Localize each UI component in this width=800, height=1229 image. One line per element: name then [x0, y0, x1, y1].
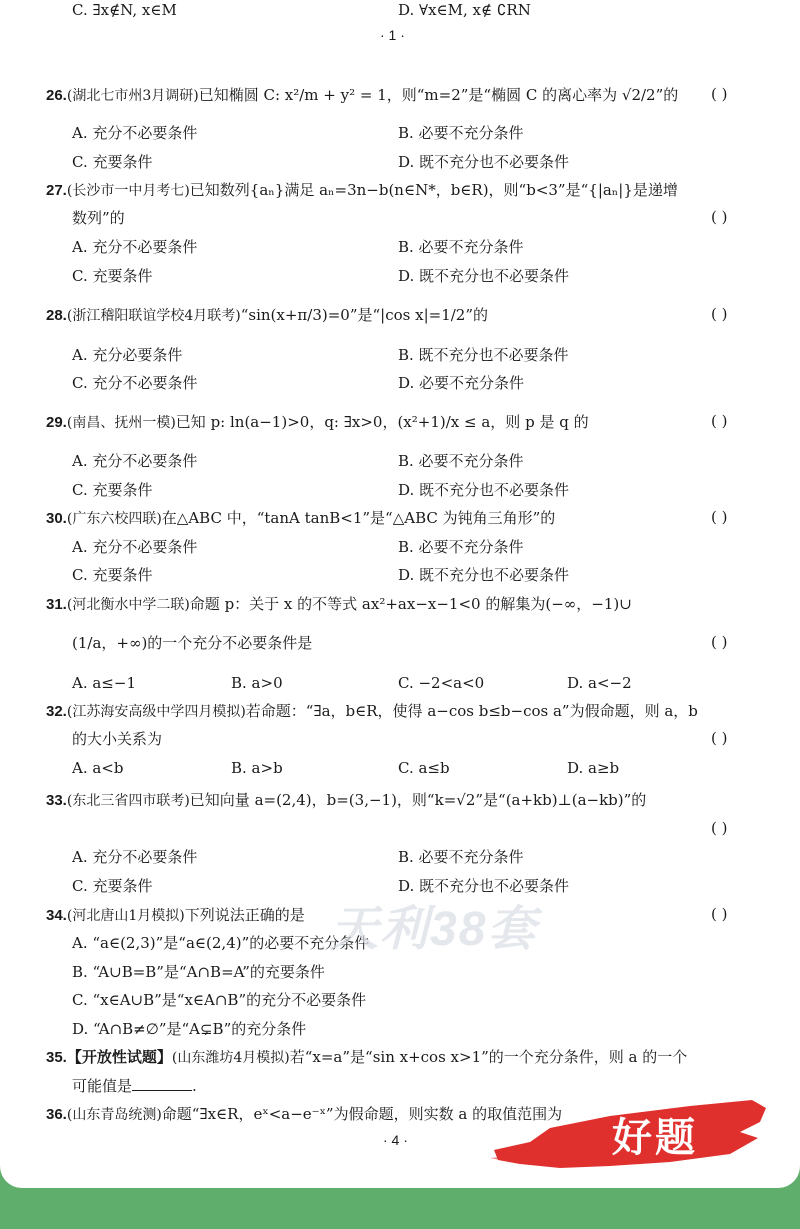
option: D. 既不充分也不必要条件 — [398, 153, 570, 171]
question-35: 35.【开放性试题】(山东潍坊4月模拟)若“x=a”是“sin x+cos x>1”的一个充分条件，则 a 的一个 — [46, 1048, 688, 1066]
answer-paren: ( ) — [711, 305, 728, 323]
question-33: 33.(东北三省四市联考)已知向量 a=(2,4)，b=(3,−1)，则“k=√2”是“(a+kb)⊥(a−kb)”的 — [46, 791, 647, 809]
question-31-cont: (1/a，+∞)的一个充分不必要条件是 — [72, 634, 313, 652]
option: D. 必要不充分条件 — [398, 374, 525, 392]
option: A. a<b — [72, 759, 124, 777]
answer-paren: ( ) — [711, 729, 728, 747]
question-31: 31.(河北衡水中学二联)命题 p：关于 x 的不等式 ax²+ax−x−1<0 的解集为(−∞，−1)∪ — [46, 595, 632, 613]
option: C. 充要条件 — [72, 566, 153, 584]
question-29: 29.(南昌、抚州一模)已知 p: ln(a−1)>0，q: ∃x>0，(x²+1)/x ≤ a，则 p 是 q 的 — [46, 413, 589, 431]
option: C. 充要条件 — [72, 267, 153, 285]
option: C. 充分不必要条件 — [72, 374, 198, 392]
answer-paren: ( ) — [711, 508, 728, 526]
option: D. “A∩B≠∅”是“A⊊B”的充分条件 — [72, 1020, 307, 1038]
option: C. “x∈A∪B”是“x∈A∩B”的充分不必要条件 — [72, 991, 367, 1009]
option: D. 既不充分也不必要条件 — [398, 267, 570, 285]
option: C. 充要条件 — [72, 877, 153, 895]
answer-paren: ( ) — [711, 905, 728, 923]
option: A. 充分不必要条件 — [72, 848, 198, 866]
question-34: 34.(河北唐山1月模拟)下列说法正确的是 — [46, 906, 305, 924]
option: D. a≥b — [567, 759, 620, 777]
option: C. a≤b — [398, 759, 450, 777]
option: A. “a∈(2,3)”是“a∈(2,4)”的必要不充分条件 — [72, 934, 370, 952]
option: D. a<−2 — [567, 674, 632, 692]
prev-option-c: C. ∃x∉N, x∈M — [72, 1, 177, 19]
answer-paren: ( ) — [711, 412, 728, 430]
question-32: 32.(江苏海安高级中学四月模拟)若命题：“∃a，b∈R，使得 a−cos b≤b−cos a”为假命题，则 a，b — [46, 702, 698, 720]
option: B. 必要不充分条件 — [398, 124, 524, 142]
option: C. 充要条件 — [72, 481, 153, 499]
option: D. 既不充分也不必要条件 — [398, 566, 570, 584]
page-number: · 4 · — [383, 1132, 408, 1148]
option: A. 充分不必要条件 — [72, 538, 198, 556]
question-28: 28.(浙江稽阳联谊学校4月联考)“sin(x+π/3)=0”是“|cos x|=1/2”的 — [46, 306, 489, 324]
option: B. 必要不充分条件 — [398, 848, 524, 866]
option: A. a≤−1 — [72, 674, 136, 692]
question-30: 30.(广东六校四联)在△ABC 中，“tanA tanB<1”是“△ABC 为钝角三角形”的 — [46, 509, 556, 527]
answer-paren: ( ) — [711, 633, 728, 651]
option: D. 既不充分也不必要条件 — [398, 481, 570, 499]
prev-option-d: D. ∀x∈M, x∉ ∁RN — [398, 1, 531, 19]
answer-paren: ( ) — [711, 208, 728, 226]
option: D. 既不充分也不必要条件 — [398, 877, 570, 895]
option: B. a>0 — [231, 674, 283, 692]
answer-blank[interactable] — [132, 1076, 192, 1091]
badge-label: 好题 — [612, 1115, 698, 1161]
option: B. 必要不充分条件 — [398, 452, 524, 470]
option: B. 既不充分也不必要条件 — [398, 346, 569, 364]
option: B. 必要不充分条件 — [398, 238, 524, 256]
option: C. 充要条件 — [72, 153, 153, 171]
question-36: 36.(山东青岛统测)命题“∃x∈R，eˣ<a−e⁻ˣ”为假命题，则实数 a 的取值范围为 — [46, 1105, 563, 1123]
question-27-cont: 数列”的 — [72, 209, 125, 227]
option: B. “A∪B=B”是“A∩B=A”的充要条件 — [72, 963, 325, 981]
question-26: 26.(湖北七市州3月调研)已知椭圆 C: x²/m + y² = 1，则“m=2”是“椭圆 C 的离心率为 √2/2”的 — [46, 86, 679, 104]
option: A. 充分不必要条件 — [72, 238, 198, 256]
option: B. a>b — [231, 759, 283, 777]
answer-paren: ( ) — [711, 85, 728, 103]
option: A. 充分不必要条件 — [72, 124, 198, 142]
watermark-logo: 天利38套 — [330, 903, 538, 956]
question-27: 27.(长沙市一中月考七)已知数列{aₙ}满足 aₙ=3n−b(n∈N*，b∈R)，则“b<3”是“{|aₙ|}是递增 — [46, 181, 678, 199]
option: A. 充分必要条件 — [72, 346, 183, 364]
option: B. 必要不充分条件 — [398, 538, 524, 556]
option: C. −2<a<0 — [398, 674, 485, 692]
option: A. 充分不必要条件 — [72, 452, 198, 470]
answer-paren: ( ) — [711, 819, 728, 837]
prev-page-number: · 1 · — [380, 27, 405, 43]
question-35-cont: 可能值是 . — [72, 1077, 197, 1095]
question-32-cont: 的大小关系为 — [72, 730, 163, 748]
